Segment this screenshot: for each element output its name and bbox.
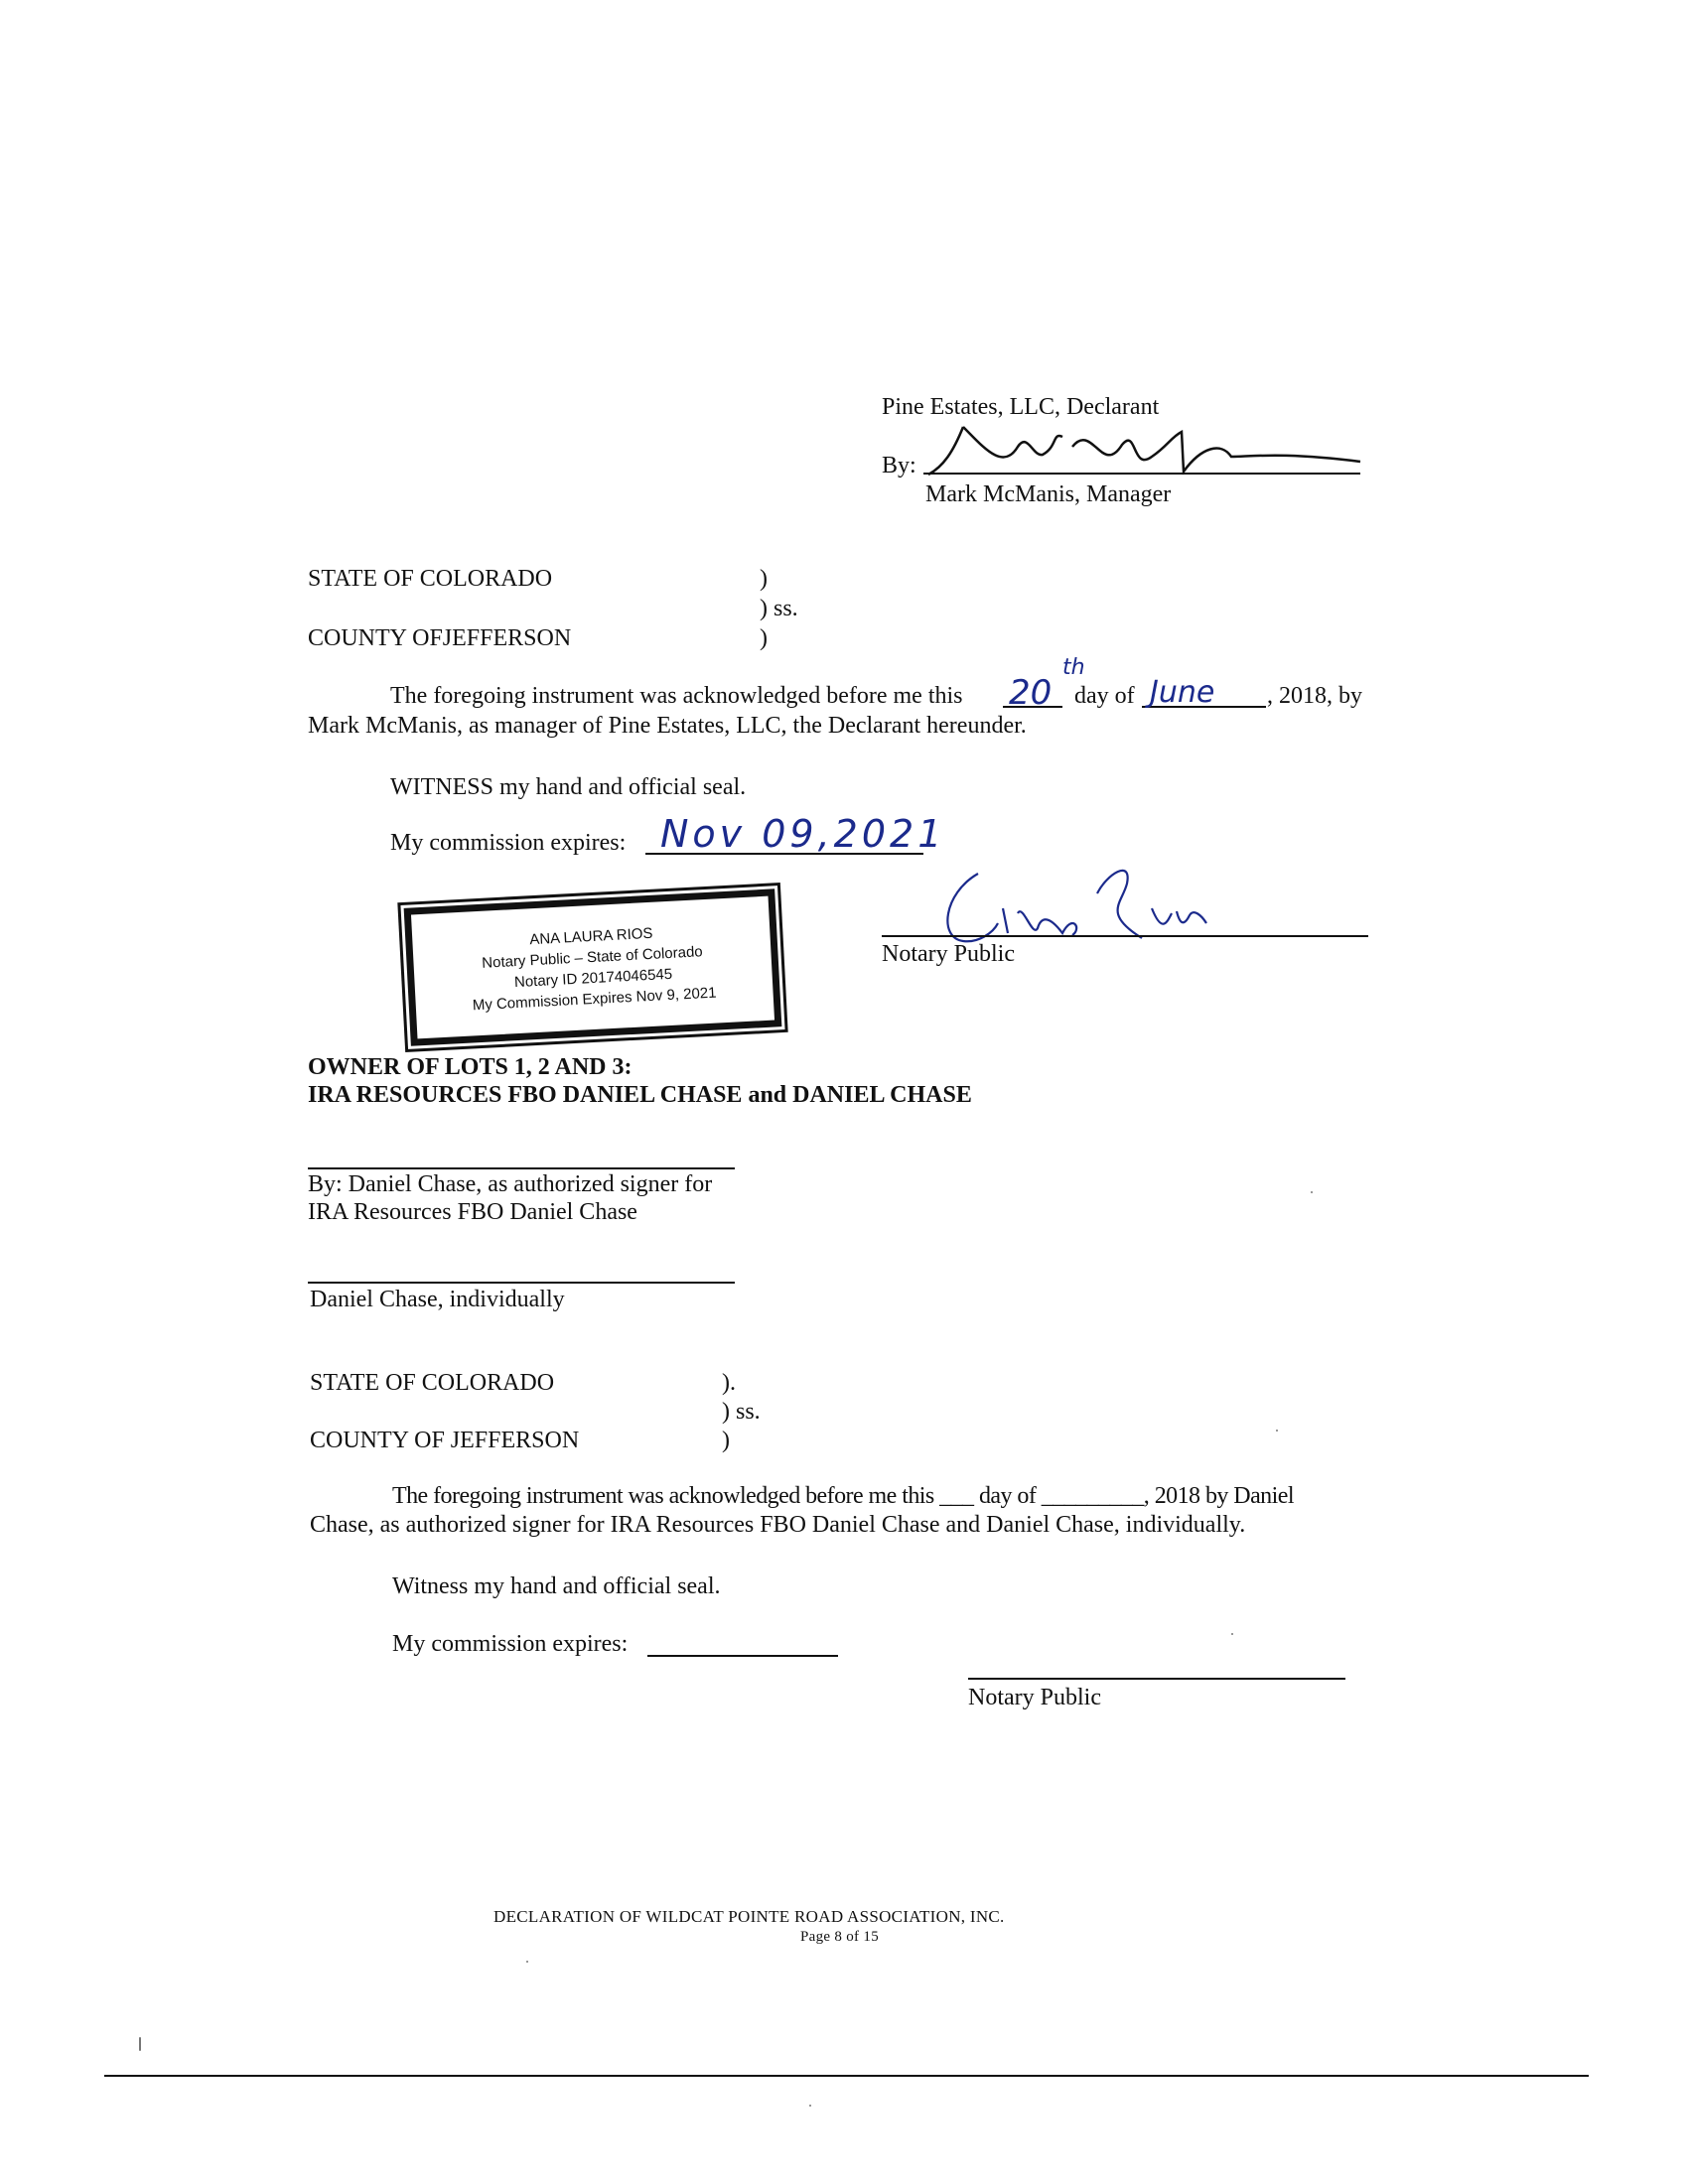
footer-page: Page 8 of 15	[800, 1929, 880, 1945]
ack1-line2: Mark McManis, as manager of Pine Estates, LLC, the Declarant hereunder.	[308, 713, 1027, 739]
owner-heading1: OWNER OF LOTS 1, 2 AND 3:	[308, 1054, 633, 1080]
ack1-day-handwritten: 20	[1009, 673, 1053, 713]
sig1-line	[308, 1167, 735, 1169]
ack1-text-c: , 2018, by	[1267, 683, 1362, 709]
footer-title: DECLARATION OF WILDCAT POINTE ROAD ASSOCIATION, INC.	[493, 1907, 1005, 1926]
ack1-witness: WITNESS my hand and official seal.	[390, 774, 747, 800]
stamp-line3: Notary ID 20174046545	[513, 965, 673, 991]
ack2-witness: Witness my hand and official seal.	[392, 1573, 721, 1599]
ack2-commission-label: My commission expires:	[392, 1631, 629, 1657]
stamp-name: ANA LAURA RIOS	[528, 924, 653, 948]
ack1-notary-label: Notary Public	[882, 941, 1015, 967]
ack1-commission-label: My commission expires:	[390, 830, 627, 856]
ack2-notary-label: Notary Public	[968, 1685, 1101, 1710]
ack2-ss: ) ss.	[722, 1399, 761, 1425]
ack2-paren2: )	[722, 1428, 730, 1453]
ack2-commission-line	[647, 1655, 838, 1657]
scan-speck	[139, 2037, 141, 2051]
stamp-line2: Notary Public – State of Colorado	[481, 942, 704, 972]
notary-stamp	[404, 888, 782, 1045]
sig2-line	[308, 1282, 735, 1284]
ack1-paren2: )	[760, 625, 768, 651]
declarant-entity: Pine Estates, LLC, Declarant	[882, 394, 1160, 420]
ack1-county: COUNTY OFJEFFERSON	[308, 625, 572, 651]
ack1-text-a: The foregoing instrument was acknowledged before me this	[390, 683, 963, 709]
sig2-label: Daniel Chase, individually	[310, 1287, 565, 1312]
owner-heading2: IRA RESOURCES FBO DANIEL CHASE and DANIEL CHASE	[308, 1082, 972, 1108]
scan-speck	[809, 2105, 811, 2107]
declarant-signer-name: Mark McManis, Manager	[925, 481, 1172, 507]
ack1-paren1: )	[760, 566, 768, 592]
ack2-state: STATE OF COLORADO	[310, 1370, 555, 1396]
scan-speck	[1311, 1191, 1313, 1193]
ack1-ss: ) ss.	[760, 596, 798, 621]
ack2-line2: Chase, as authorized signer for IRA Resources FBO Daniel Chase and Daniel Chase, individually.	[310, 1512, 1246, 1538]
ack2-county: COUNTY OF JEFFERSON	[310, 1428, 580, 1453]
sig1-line2: IRA Resources FBO Daniel Chase	[308, 1199, 637, 1225]
by-label: By:	[882, 453, 916, 478]
ack2-paren1: ).	[722, 1370, 736, 1396]
scan-speck	[1276, 1430, 1278, 1432]
sig1-line1: By: Daniel Chase, as authorized signer for	[308, 1171, 713, 1197]
ack1-day-suffix: th	[1062, 655, 1085, 680]
notary-signature	[923, 854, 1221, 948]
notary-signature-line	[882, 935, 1368, 937]
ack2-line1: The foregoing instrument was acknowledged before me this ___ day of _________, 2018 by Daniel	[392, 1483, 1294, 1509]
bottom-rule	[104, 2075, 1589, 2077]
stamp-line4: My Commission Expires Nov 9, 2021	[472, 984, 717, 1014]
ack2-notary-line	[968, 1678, 1345, 1680]
scan-speck	[1231, 1633, 1233, 1635]
ack1-commission-handwritten: Nov 09,2021	[660, 812, 946, 856]
scan-speck	[526, 1961, 528, 1963]
ack1-text-b: day of	[1074, 683, 1135, 709]
ack1-state: STATE OF COLORADO	[308, 566, 553, 592]
ack1-month-handwritten: June	[1150, 675, 1215, 710]
declarant-signature	[923, 417, 1370, 486]
